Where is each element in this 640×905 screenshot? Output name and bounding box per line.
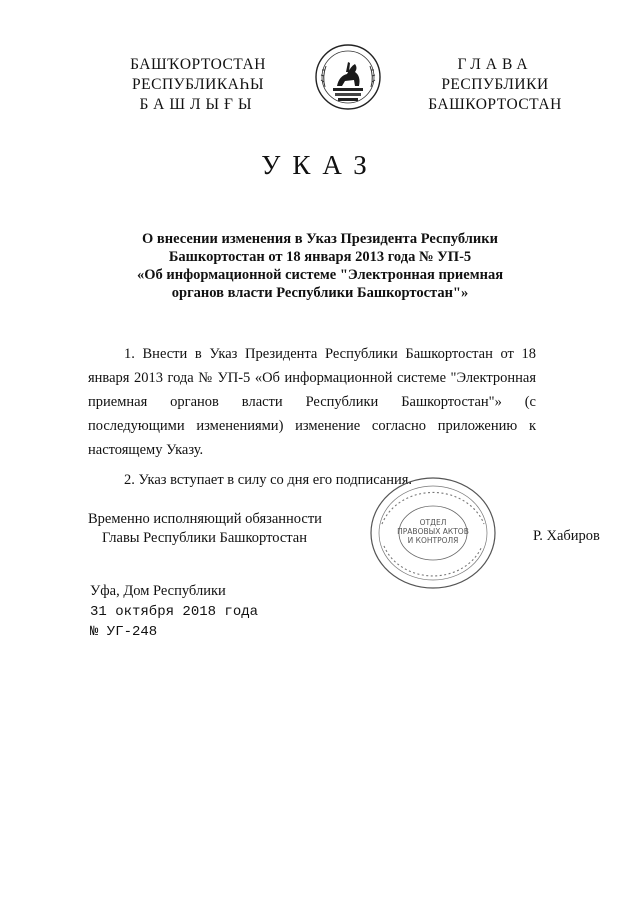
subject-line-4: органов власти Республики Башкортостан"»	[171, 285, 469, 301]
stamp-center-text	[368, 518, 498, 545]
stamp-line-1: ОТДЕЛ	[419, 518, 447, 527]
body-paragraph-2: 2. Указ вступает в силу со дня его подписания.	[124, 472, 413, 488]
issue-place: Уфа, Дом Республики	[90, 583, 226, 599]
signatory-position	[88, 510, 322, 548]
header-left-line-1: БАШҠОРТОСТАН	[130, 56, 266, 73]
header-left-line-2: РЕСПУБЛИКАҺЫ	[132, 76, 264, 93]
coat-of-arms-emblem	[313, 42, 383, 112]
stamp-line-3: И КОНТРОЛЯ	[407, 536, 459, 545]
official-stamp	[368, 474, 498, 592]
signatory-name: Р. Хабиров	[533, 528, 600, 544]
document-subject	[100, 230, 540, 302]
signatory-position-line-2: Главы Республики Башкортостан	[102, 530, 307, 546]
subject-line-1: О внесении изменения в Указ Президента Республики	[142, 231, 498, 247]
header-right-line-2: РЕСПУБЛИКИ	[441, 76, 549, 93]
signatory-position-line-1: Временно исполняющий обязанности	[88, 511, 322, 527]
subject-line-3: «Об информационной системе "Электронная приемная	[136, 267, 504, 283]
header-left-line-3: БАШЛЫҒЫ	[139, 96, 257, 113]
header-right-line-3: БАШКОРТОСТАН	[428, 96, 562, 113]
body-paragraph-1: 1. Внести в Указ Президента Республики Башкортостан от 18 января 2013 года № УП-5 «Об информационной системе "Электронная приемная органов власти Республики Башкортостан"» (с последующими изменениями) изменение согласно приложению к настоящему Указу.	[88, 346, 536, 458]
header-left	[108, 55, 288, 115]
stamp-line-2: ПРАВОВЫХ АКТОВ	[397, 527, 469, 536]
issue-date: 31 октября 2018 года	[90, 604, 259, 620]
header-right-line-1: ГЛАВА	[457, 56, 533, 73]
document-title: УКАЗ	[261, 150, 379, 180]
decree-number: № УГ-248	[90, 624, 158, 640]
document-body	[88, 342, 536, 492]
subject-line-2: Башкортостан от 18 января 2013 года № УП-5	[168, 249, 472, 265]
header-right	[420, 55, 570, 115]
